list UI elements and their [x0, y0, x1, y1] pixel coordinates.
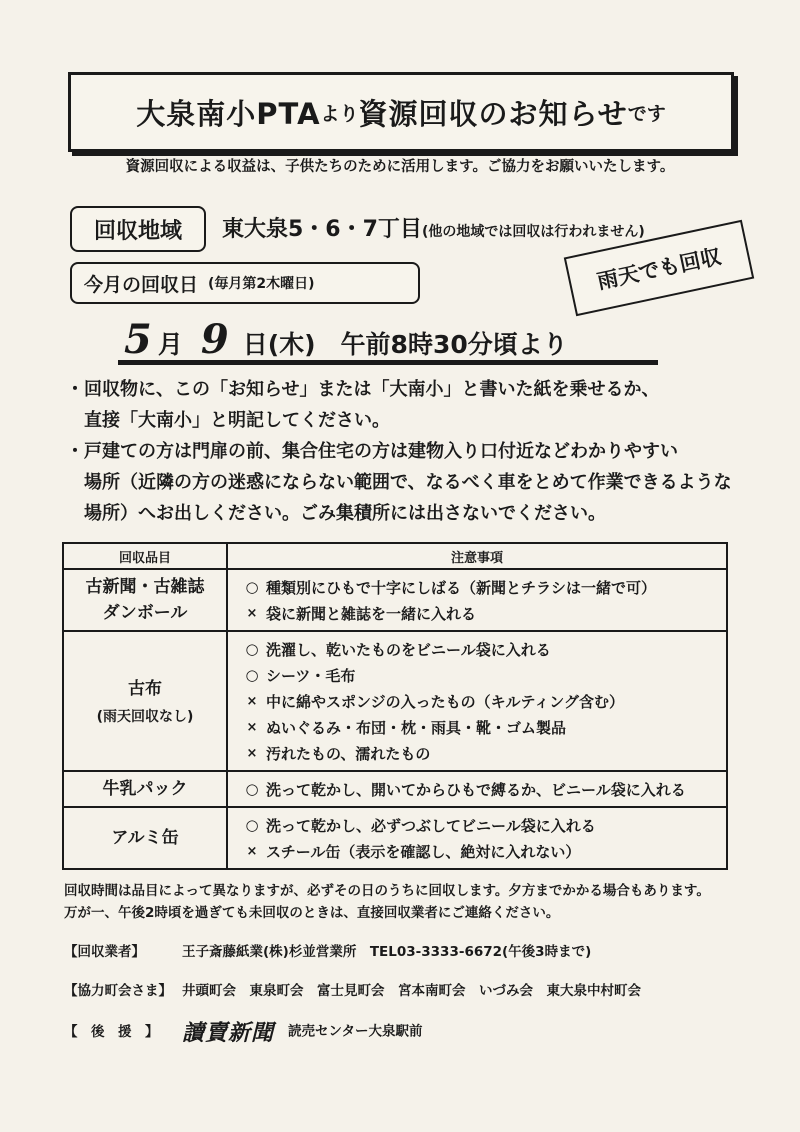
date-month-unit: 月	[157, 330, 183, 359]
circle-mark: ○	[245, 816, 259, 834]
sponsor-logo: 讀賣新聞	[182, 1020, 275, 1046]
notes-cell	[227, 631, 727, 771]
subtitle: 資源回収による収益は、子供たちのために活用します。ご協力をお願いいたします。	[125, 159, 675, 175]
note-line	[228, 574, 726, 600]
note-text: ぬいぐるみ・布団・枕・雨具・靴・ゴム製品	[266, 718, 567, 737]
note-text: 種類別にひもで十字にしばる（新聞とチラシは一緒で可）	[266, 578, 657, 597]
area-value: 東大泉5・6・7丁目	[222, 217, 422, 242]
footer-notes	[64, 880, 754, 924]
collection-day-title: 今月の回収日	[84, 273, 199, 296]
instruction-line: 場所）へお出しください。ごみ集積所には出さないでください。	[66, 503, 606, 524]
table-header-row	[63, 543, 727, 569]
circle-mark: ○	[245, 578, 259, 596]
note-text: スチール缶（表示を確認し、絶対に入れない）	[266, 842, 581, 861]
note-line	[228, 740, 726, 766]
circle-mark: ○	[245, 780, 259, 798]
instruction-line: ・戸建ての方は門扉の前、集合住宅の方は建物入り口付近などわかりやすい	[66, 441, 678, 462]
item-name: 牛乳パック	[102, 779, 188, 799]
item-cell	[63, 631, 227, 771]
footer-note-line: 回収時間は品目によって異なりますが、必ずその日のうちに回収します。夕方までかかる場合もあります。	[64, 883, 710, 899]
cross-mark: ×	[246, 693, 258, 709]
table-row	[63, 631, 727, 771]
collection-day-label	[70, 262, 420, 304]
title-main: 大泉南小PTA	[136, 96, 321, 131]
sponsor-value: 読売センター大泉駅前	[288, 1023, 423, 1040]
item-cell	[63, 771, 227, 807]
sponsor-label: 【 後 援 】	[64, 1023, 159, 1040]
note-line	[228, 688, 726, 714]
title-small-2: です	[627, 102, 666, 125]
table-row	[63, 569, 727, 631]
date-day: 9	[200, 316, 229, 363]
collection-date	[118, 316, 658, 365]
notes-cell	[227, 807, 727, 869]
associations-info	[64, 979, 641, 999]
instruction-line: 場所（近隣の方の迷惑にならない範囲で、なるべく車をとめて作業できるような	[66, 472, 732, 493]
note-text: 洗濯し、乾いたものをビニール袋に入れる	[266, 640, 551, 659]
date-rest: 日(木) 午前8時30分頃より	[242, 330, 568, 359]
rain-stamp: 雨天でも回収	[564, 220, 754, 317]
cross-mark: ×	[246, 719, 258, 735]
note-line	[228, 714, 726, 740]
note-line	[228, 636, 726, 662]
sponsor-info	[64, 1016, 422, 1047]
title-small-1: より	[320, 102, 359, 125]
note-line	[228, 838, 726, 864]
note-text: シーツ・毛布	[266, 666, 356, 685]
associations-label: 【協力町会さま】	[64, 983, 172, 999]
note-line	[228, 600, 726, 626]
date-month: 5	[124, 316, 152, 363]
associations-value: 井頭町会 東泉町会 富士見町会 宮本南町会 いづみ会 東大泉中村町会	[182, 983, 641, 999]
item-cell	[63, 569, 227, 631]
title-box	[68, 72, 734, 152]
collection-day-note: (毎月第2木曜日)	[208, 276, 315, 292]
title-main-2: 資源回収のお知らせ	[358, 96, 628, 131]
cross-mark: ×	[246, 843, 258, 859]
item-name: 古布	[128, 679, 162, 699]
header-notes: 注意事項	[227, 543, 727, 569]
item-name: アルミ缶	[111, 828, 179, 848]
item-name-2: ダンボール	[102, 603, 188, 623]
area-note: (他の地域では回収は行われません)	[421, 224, 645, 240]
notes-cell	[227, 569, 727, 631]
item-name: 古新聞・古雑誌	[85, 577, 205, 597]
header-item: 回収品目	[63, 543, 227, 569]
cross-mark: ×	[246, 605, 258, 621]
instruction-line: ・回収物に、この「お知らせ」または「大南小」と書いた紙を乗せるか、	[66, 379, 660, 400]
note-text: 洗って乾かし、必ずつぶしてビニール袋に入れる	[266, 816, 596, 835]
collector-value: 王子斎藤紙業(株)杉並営業所 TEL03-3333-6672(午後3時まで)	[182, 944, 592, 960]
notes-cell	[227, 771, 727, 807]
item-name-sub: (雨天回収なし)	[96, 709, 194, 725]
note-text: 汚れたもの、濡れたもの	[266, 744, 431, 763]
cross-mark: ×	[246, 745, 258, 761]
circle-mark: ○	[245, 640, 259, 658]
note-text: 袋に新聞と雑誌を一緒に入れる	[266, 604, 477, 623]
items-table	[62, 542, 728, 870]
collector-info	[64, 940, 591, 960]
item-cell	[63, 807, 227, 869]
note-text: 洗って乾かし、開いてからひもで縛るか、ビニール袋に入れる	[266, 780, 686, 799]
table-row	[63, 807, 727, 869]
note-line	[228, 812, 726, 838]
instruction-line: 直接「大南小」と明記してください。	[66, 410, 390, 431]
area-value-line	[222, 212, 645, 243]
note-text: 中に綿やスポンジの入ったもの（キルティング含む）	[266, 692, 624, 711]
note-line	[228, 662, 726, 688]
note-line	[228, 776, 726, 802]
table-row	[63, 771, 727, 807]
collector-label: 【回収業者】	[64, 944, 145, 960]
area-label: 回収地域	[70, 206, 206, 252]
footer-note-line: 万が一、午後2時頃を過ぎても未回収のときは、直接回収業者にご連絡ください。	[64, 905, 560, 921]
instructions	[66, 374, 756, 529]
circle-mark: ○	[245, 666, 259, 684]
